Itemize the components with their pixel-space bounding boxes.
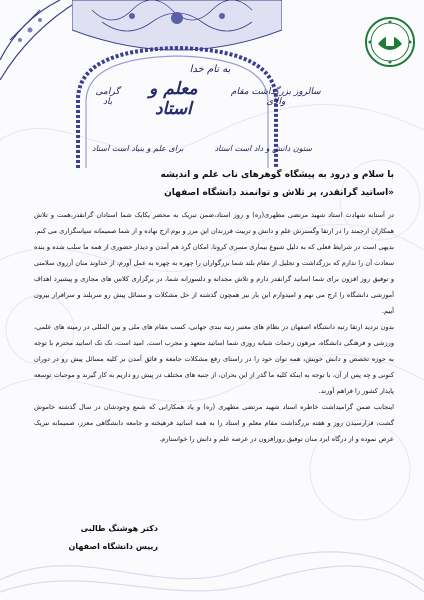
- paragraph: در آستانه شهادت استاد شهید مرتضی مطهری(ره) و روز استاد،ضمن تبریک به محضر یکایک شما استادان گرانقدر،همت و تلاش همکاران ارجمند را در ارتقا وگسترش علم و دانش و تربیت فرزندان این مرز و بوم ارج نهاده و از شما صمیمانه سپاسگزاری می کنم.: [34, 211, 394, 236]
- title-main: معلم و استاد: [149, 79, 198, 119]
- letter-body: [34, 170, 394, 447]
- paragraph: اینجانب ضمن گرامیداشت خاطره استاد شهید مرتضی مطهری (ره) و یاد همکارانی که شمع وجودشان در سال گذشته خاموش گشت، فرارسیدن روز و هفته بزرگداشت مقام معلم و استاد را به همه اساتید فرهیخته و جامعه دانشگاهی معزز، صمیمانه تبریک عرض نموده و از درگاه ایزد منان توفیق روزافزون در عرصه علم و دانش را خواستارم.: [34, 403, 394, 444]
- poem-row: [92, 144, 312, 153]
- bottom-ornament: [0, 530, 424, 600]
- poem-right: ستون دانش و داد است استاد: [214, 144, 312, 153]
- header: [90, 64, 330, 119]
- poem-left: برای علم و بنیاد است استاد: [92, 144, 184, 153]
- title-suffix: گرامی باد: [95, 87, 120, 107]
- greeting: با سلام و درود به پیشگاه گوهرهای ناب علم و اندیشه: [160, 170, 394, 180]
- signer-name: دکتر هوشنگ طالبی: [80, 524, 158, 533]
- title-prefix: سالروز بزرگداشت مقام والای: [230, 87, 321, 107]
- basmala: به نام خدا: [189, 64, 231, 75]
- signer-title: رییس دانشگاه اصفهان: [68, 542, 158, 551]
- greeting-addressee: «اساتید گرانقدر، پر تلاش و توانمند دانشگاه اصفهان: [164, 187, 394, 198]
- university-logo: [364, 16, 416, 68]
- paragraph: بدیهی است در شرایط فعلی که به دلیل شیوع بیماری مسری کرونا، امکان گرد هم آمدن و دیدار حضوری از همه ما سلب شده و بنده سعادت آن را ندارم که بزرگداشت و تجلیل از مقام بلند شما بزرگواران را چهره به چهره به عمل آورم، از خداوند منان آرزوی سلامتی و توفیق روز افزون برای شما اساتید گرانقدر دارم و تلاش مجدانه و دلسوزانه شما، در برگزاری کلاس های مجازی و پیشبرد اهداف آموزشی دانشگاه را ارج می نهم و امیدوارم این بار نیز همچون گذشته از حل مشکلات و مسائل پیش رو سربلند و سرافراز بیرون آییم.: [34, 243, 394, 316]
- paragraph: بدون تردید ارتقا رتبه دانشگاه اصفهان در نظام های معتبر رتبه بندی جهانی، کسب مقام های ملی و بین المللی در زمینه های علمی، ورزشی و فرهنگی دانشگاه، مرهون زحمات شبانه روزی شما اساتید متعهد و مجرب است. امید است، تک تک اساتید محترم با توجه به حوزه تخصص و دانش خویش، همه توان خود را در راستای رفع مشکلات جامعه و فائق آمدن بر کلیه مسائل پیش رو در دوران کنونی و چه پس از آن، با توجه به اینکه کلیه ما گذر از این بحران، از جنبه های مختلف در پیش رو داریم به کار گیرند و موجبات توسعه پایدار کشور را فراهم آورند.: [34, 323, 394, 396]
- title-calligraphy: [90, 79, 330, 119]
